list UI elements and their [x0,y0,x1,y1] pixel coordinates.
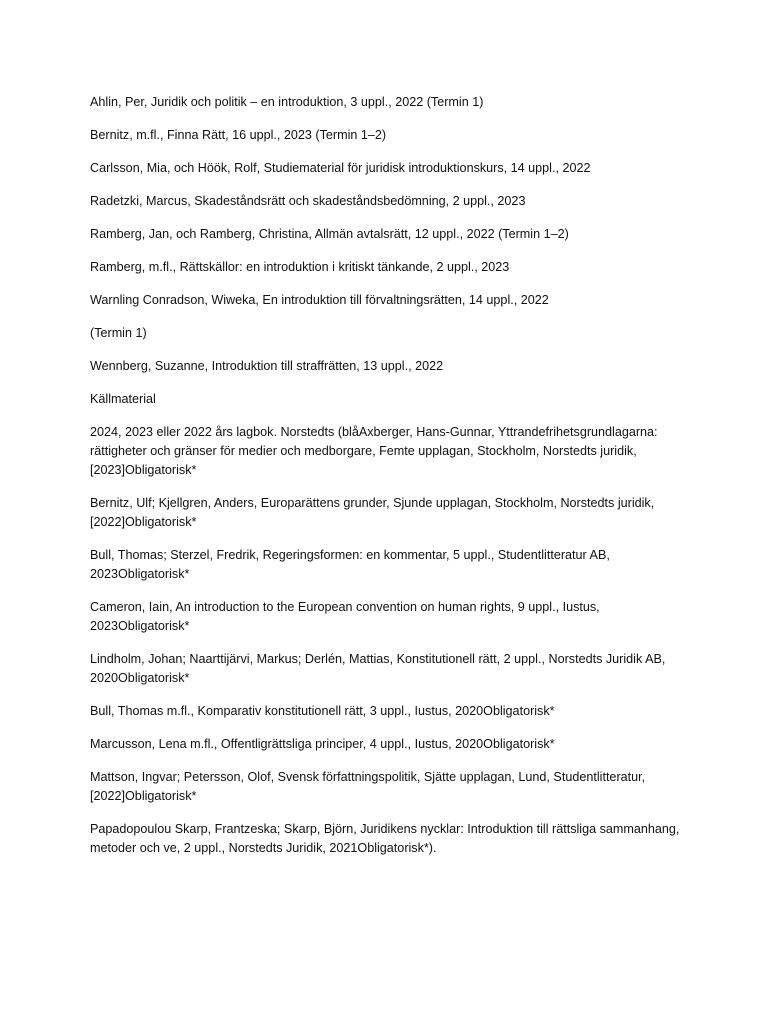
document-page [90,93,690,872]
reference-entry: Ahlin, Per, Juridik och politik – en introduktion, 3 uppl., 2022 (Termin 1) [90,95,484,109]
reference-entry: Cameron, Iain, An introduction to the European convention on human rights, 9 uppl., Iustus, 2023Obligatorisk* [90,600,600,633]
reference-entry: Radetzki, Marcus, Skadeståndsrätt och skadeståndsbedömning, 2 uppl., 2023 [90,194,526,208]
reference-entry: Bull, Thomas; Sterzel, Fredrik, Regeringsformen: en kommentar, 5 uppl., Studentlitteratur AB, 2023Obligatorisk* [90,548,610,581]
reference-entry: Ramberg, Jan, och Ramberg, Christina, Allmän avtalsrätt, 12 uppl., 2022 (Termin 1–2) [90,227,569,241]
reference-entry: Mattson, Ingvar; Petersson, Olof, Svensk författningspolitik, Sjätte upplagan, Lund, Studentlitteratur, [2022]Obligatorisk* [90,770,646,803]
reference-entry: Lindholm, Johan; Naarttijärvi, Markus; Derlén, Mattias, Konstitutionell rätt, 2 uppl., Norstedts Juridik AB, 2020Obligatorisk* [90,652,666,685]
reference-entry: Marcusson, Lena m.fl., Offentligrättsliga principer, 4 uppl., Iustus, 2020Obligatorisk* [90,737,555,751]
reference-entry: (Termin 1) [90,326,147,340]
reference-entry: Warnling Conradson, Wiweka, En introduktion till förvaltningsrätten, 14 uppl., 2022 [90,293,549,307]
reference-entry: Ramberg, m.fl., Rättskällor: en introduktion i kritiskt tänkande, 2 uppl., 2023 [90,260,510,274]
reference-entry: Papadopoulou Skarp, Frantzeska; Skarp, Björn, Juridikens nycklar: Introduktion till rättsliga sammanhang, metoder och ve, 2 uppl., Norstedts Juridik, 2021Obligatorisk*). [90,822,680,855]
reference-entry: Wennberg, Suzanne, Introduktion till straffrätten, 13 uppl., 2022 [90,359,444,373]
reference-entry: Bernitz, m.fl., Finna Rätt, 16 uppl., 2023 (Termin 1–2) [90,128,387,142]
reference-entry: 2024, 2023 eller 2022 års lagbok. Norstedts (blåAxberger, Hans-Gunnar, Yttrandefrihetsgrundlagarna: rättigheter och gränser för medier och medborgare, Femte upplagan, Stockholm, Norstedts juridik, [2023]Obligatorisk* [90,425,658,477]
reference-entry: Bernitz, Ulf; Kjellgren, Anders, Europarättens grunder, Sjunde upplagan, Stockholm, Norstedts juridik, [2022]Obligatorisk* [90,496,655,529]
reference-entry: Carlsson, Mia, och Höök, Rolf, Studiematerial för juridisk introduktionskurs, 14 uppl., 2022 [90,161,591,175]
section-heading: Källmaterial [90,392,156,406]
reference-entry: Bull, Thomas m.fl., Komparativ konstitutionell rätt, 3 uppl., Iustus, 2020Obligatorisk* [90,704,555,718]
